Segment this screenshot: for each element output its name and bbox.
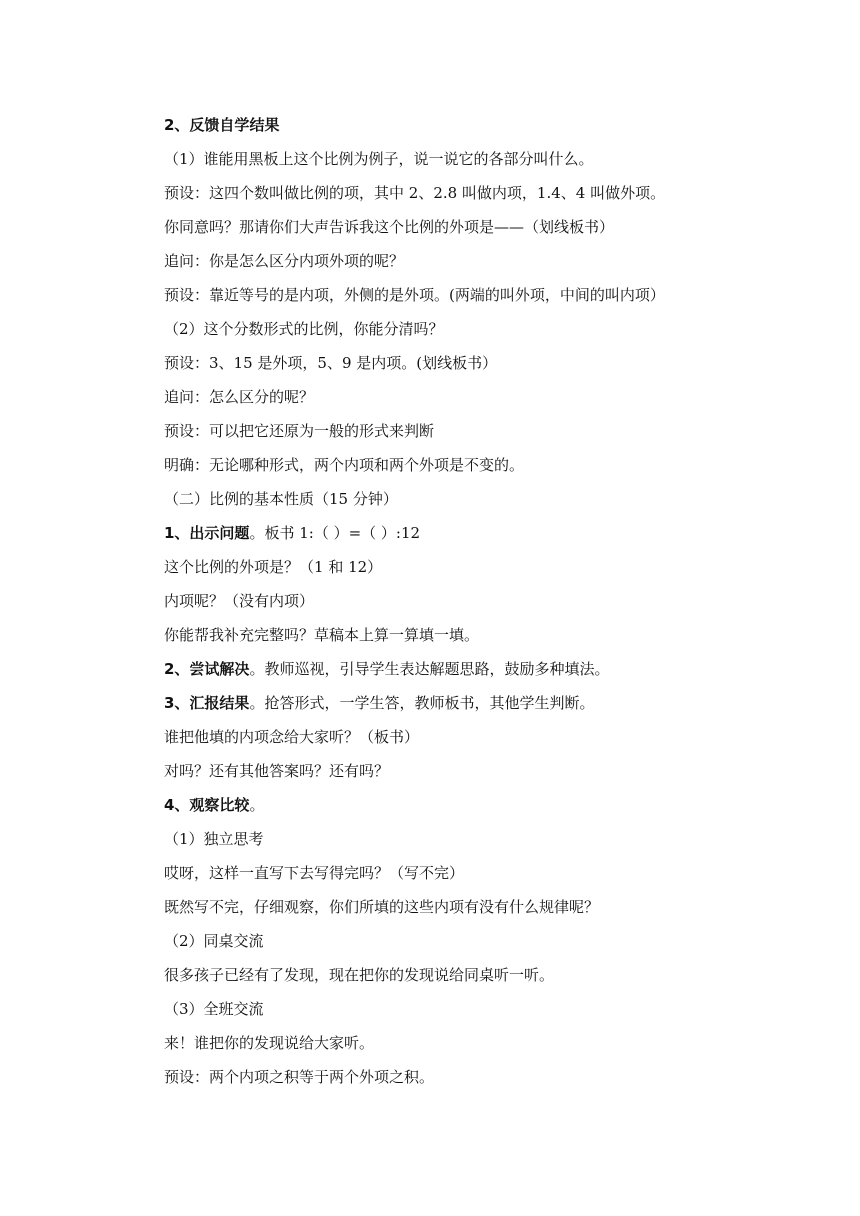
sub-heading: （2）同桌交流 [164,932,264,950]
paragraph: 对吗？还有其他答案吗？还有吗？ [164,762,390,780]
step-3 [164,686,764,720]
step-title: 4、观察比较 [164,796,250,814]
section-heading: （二）比例的基本性质（15 分钟） [164,490,398,508]
paragraph: 预设：两个内项之积等于两个外项之积。 [164,1068,435,1086]
paragraph: （1）谁能用黑板上这个比例为例子，说一说它的各部分叫什么。 [164,150,594,168]
paragraph: 追问：你是怎么区分内项外项的呢？ [164,252,405,270]
step-text: 。抢答形式，一学生答，教师板书，其他学生判断。 [249,694,595,712]
paragraph: 你能帮我补充完整吗？草稿本上算一算填一填。 [164,626,480,644]
paragraph: 哎呀，这样一直写下去写得完吗？（写不完） [164,864,465,882]
paragraph: 这个比例的外项是？（1 和 12） [164,558,383,576]
step-title: 1、出示问题 [164,524,250,542]
step-1 [164,516,764,550]
paragraph: 预设：3、15 是外项，5、9 是内项。(划线板书） [164,354,498,372]
step-2 [164,652,764,686]
paragraph: 谁把他填的内项念给大家听？（板书） [164,728,420,746]
paragraph: 预设：靠近等号的是内项，外侧的是外项。(两端的叫外项，中间的叫内项） [164,286,665,304]
paragraph: 很多孩子已经有了发现，现在把你的发现说给同桌听一听。 [164,966,555,984]
sub-heading: （3）全班交流 [164,1000,264,1018]
paragraph: 追问：怎么区分的呢？ [164,388,315,406]
paragraph: （2）这个分数形式的比例，你能分清吗？ [164,320,444,338]
document-body [164,108,764,1094]
heading-feedback: 2、反馈自学结果 [164,116,280,134]
sub-heading: （1）独立思考 [164,830,264,848]
paragraph: 你同意吗？那请你们大声告诉我这个比例的外项是——（划线板书） [164,218,615,236]
step-title: 2、尝试解决 [164,660,250,678]
step-title: 3、汇报结果 [164,694,250,712]
step-4 [164,788,764,822]
paragraph: 来！谁把你的发现说给大家听。 [164,1034,375,1052]
paragraph: 内项呢？（没有内项） [164,592,315,610]
paragraph: 明确：无论哪种形式，两个内项和两个外项是不变的。 [164,456,525,474]
step-text: 。 [249,796,265,814]
step-text: 。教师巡视，引导学生表达解题思路，鼓励多种填法。 [249,660,610,678]
step-text: 。板书 1:（ ）=（ ）:12 [249,524,421,542]
paragraph: 既然写不完，仔细观察，你们所填的这些内项有没有什么规律呢？ [164,898,600,916]
paragraph: 预设：可以把它还原为一般的形式来判断 [164,422,435,440]
paragraph: 预设：这四个数叫做比例的项，其中 2、2.8 叫做内项，1.4、4 叫做外项。 [164,184,666,202]
